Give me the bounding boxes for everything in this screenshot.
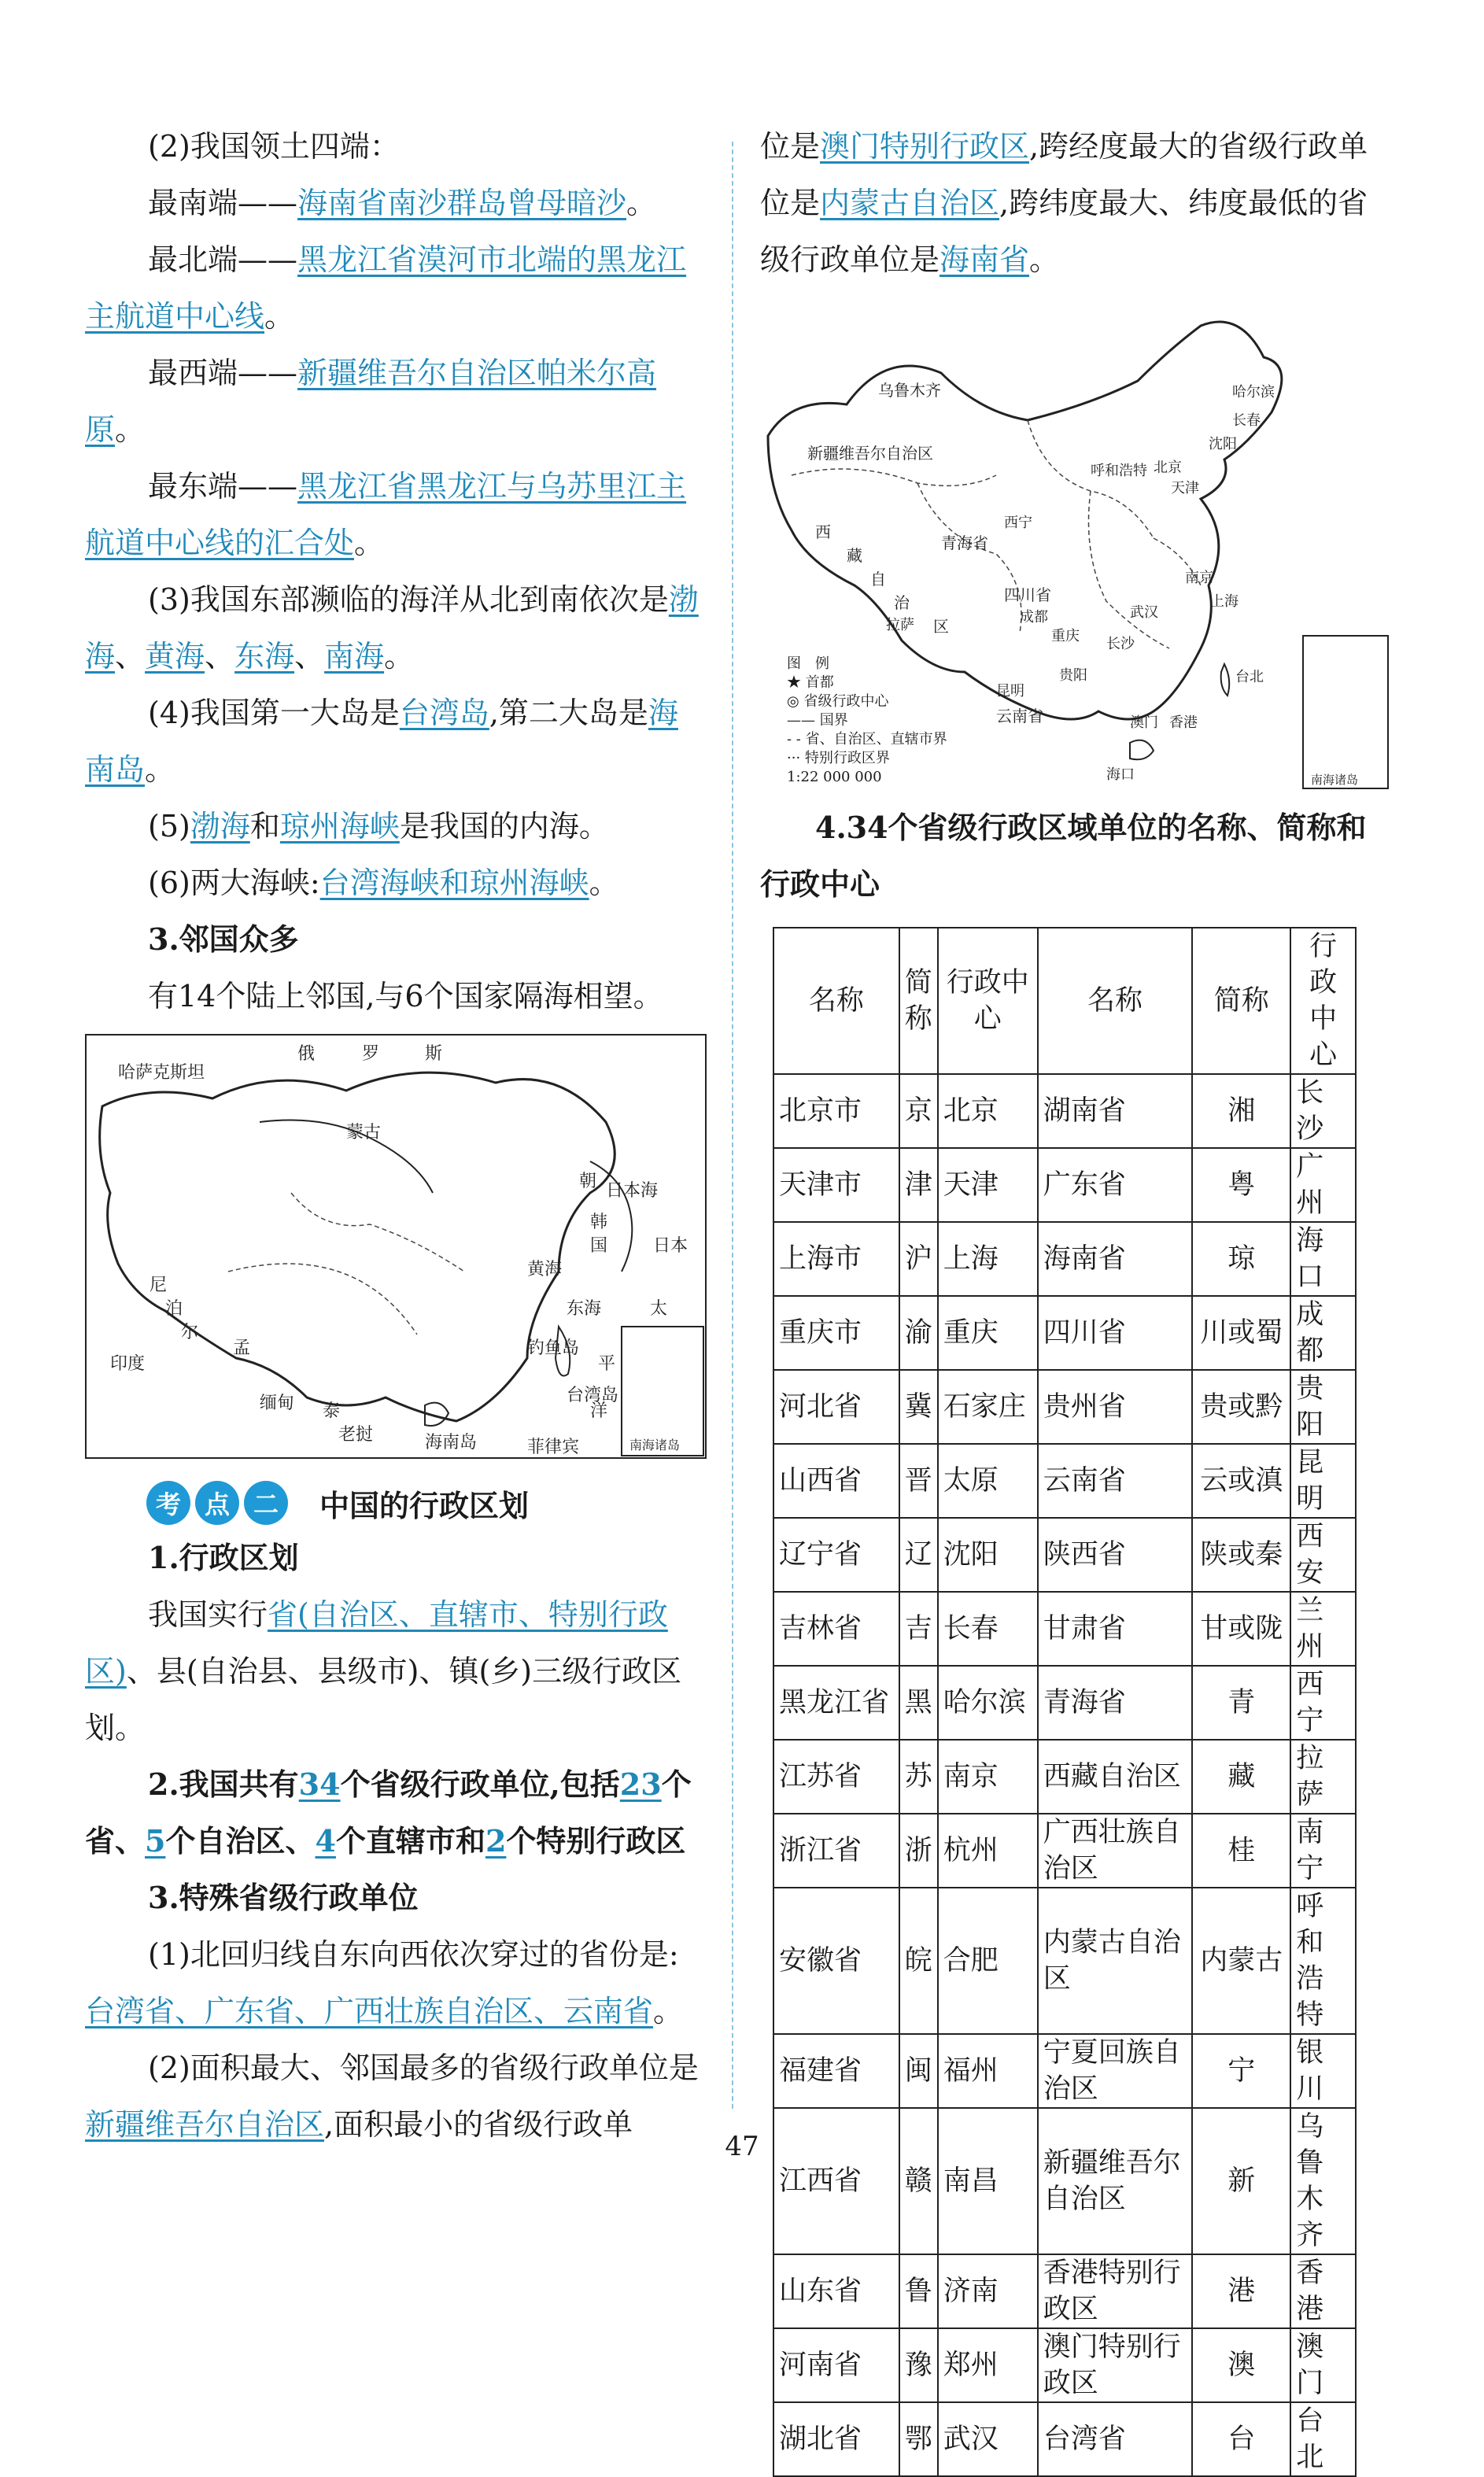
- answer-south: 海南省南沙群岛曾母暗沙: [297, 186, 627, 220]
- legend-title: 图 例: [787, 655, 829, 672]
- map2-label: 治: [894, 593, 910, 612]
- admin-levels-line: [85, 1586, 707, 1756]
- table-cell: 吉林省: [773, 1592, 899, 1666]
- table-row: [773, 2034, 1356, 2108]
- table-cell: 贵州省: [1038, 1370, 1192, 1444]
- line-dash-icon: - -: [787, 731, 801, 748]
- text: 2.我国共有: [148, 1766, 299, 1802]
- text: 个省、: [85, 1766, 692, 1859]
- kaodian-circle: 考: [146, 1481, 190, 1525]
- table-cell: 杭州: [938, 1814, 1038, 1888]
- table-cell: 苏: [899, 1740, 938, 1814]
- table-cell: 藏: [1192, 1740, 1290, 1814]
- westernmost-line: [85, 345, 707, 458]
- map2-label: 重庆: [1051, 628, 1080, 644]
- table-cell: 合肥: [938, 1888, 1038, 2034]
- map1-label: 南海诸岛: [629, 1438, 681, 1453]
- answer-tropic: 台湾省、广东省、广西壮族自治区、云南省: [85, 1994, 654, 2028]
- map1-label: 台湾岛: [567, 1386, 619, 1405]
- table-cell: 香港特别行政区: [1038, 2254, 1192, 2328]
- table-cell: 郑州: [938, 2328, 1038, 2402]
- table-cell: 黑龙江省: [773, 1666, 899, 1740]
- southernmost-line: [85, 175, 707, 231]
- inner-sea-line: [85, 798, 707, 855]
- right-column: [760, 118, 1390, 2477]
- answer-levels: 省(自治区、直辖市、特别行政区): [85, 1597, 668, 1689]
- table-cell: 四川省: [1038, 1296, 1192, 1370]
- table-cell: 豫: [899, 2328, 938, 2402]
- table-cell: 河北省: [773, 1370, 899, 1444]
- kaodian-title: 中国的行政区划: [319, 1487, 530, 1523]
- text: (3)我国东部濒临的海洋从北到南依次是: [148, 582, 669, 617]
- map2-label: 西: [815, 522, 831, 541]
- text: 和: [249, 809, 280, 844]
- map2-label: 海口: [1106, 766, 1135, 783]
- legend-text: 特别行政区界: [804, 750, 890, 766]
- province-table: [773, 927, 1357, 2477]
- punct: 。: [384, 639, 415, 674]
- map2-label: 北京: [1154, 460, 1182, 476]
- table-cell: 云或滇: [1192, 1444, 1290, 1518]
- table-cell: 京: [899, 1074, 938, 1148]
- text: (5): [148, 809, 190, 844]
- map2-label: 云南省: [996, 707, 1043, 725]
- map2-label: 四川省: [1004, 585, 1051, 604]
- map1-label: 黄海: [527, 1260, 563, 1279]
- table-cell: 乌鲁木齐: [1290, 2108, 1356, 2254]
- sea-donghai: 东海: [234, 639, 295, 674]
- map-scale: 1:22 000 000: [787, 769, 882, 785]
- table-cell: 台北: [1290, 2402, 1356, 2476]
- table-cell: 长春: [938, 1592, 1038, 1666]
- map2-label: 藏: [847, 546, 862, 565]
- kaodian-header: [146, 1481, 707, 1525]
- kaodian-circle: 点: [195, 1481, 239, 1525]
- table-cell: 内蒙古: [1192, 1888, 1290, 2034]
- table-cell: 上海市: [773, 1222, 899, 1296]
- punct: 。: [1029, 242, 1060, 277]
- legend-item: [787, 692, 947, 711]
- table-cell: 津: [899, 1148, 938, 1222]
- kaodian-circle: 二: [244, 1481, 288, 1525]
- table-cell: 渝: [899, 1296, 938, 1370]
- admin-heading: 1.行政区划: [148, 1540, 299, 1575]
- legend-item: [787, 730, 947, 749]
- map2-label: 武汉: [1130, 604, 1158, 621]
- special-heading: 3.特殊省级行政单位: [148, 1880, 419, 1915]
- table-cell: 银川: [1290, 2034, 1356, 2108]
- table-cell: 山东省: [773, 2254, 899, 2328]
- map2-label: 自: [870, 570, 886, 589]
- answer-largest: 新疆维吾尔自治区: [85, 2107, 325, 2142]
- punct: 、: [205, 639, 235, 674]
- map1-label: 孟: [233, 1338, 251, 1358]
- answer-island2: 海南岛: [85, 696, 678, 787]
- text: ,跨纬度最大、纬度最低的省级行政单位是: [760, 186, 1368, 277]
- text: 、县(自治县、县级市)、镇(乡)三级行政区划。: [85, 1654, 682, 1745]
- four-extremes-heading: (2)我国领土四端：: [148, 129, 400, 164]
- map1-label: 哈萨克斯坦: [118, 1063, 205, 1083]
- text: 个省级行政单位,包括: [340, 1766, 620, 1802]
- table-cell: 甘肃省: [1038, 1592, 1192, 1666]
- table-row: [773, 1888, 1356, 2034]
- table-cell: 宁: [1192, 2034, 1290, 2108]
- map2-label: 哈尔滨: [1232, 384, 1275, 401]
- map2-label: 台北: [1235, 669, 1264, 685]
- seas-line: [85, 571, 707, 685]
- table-cell: 武汉: [938, 2402, 1038, 2476]
- text: ,面积最小的省级行政单: [324, 2107, 633, 2142]
- answer-widest: 内蒙古自治区: [820, 186, 1000, 220]
- table-cell: 沈阳: [938, 1518, 1038, 1592]
- table-row: [773, 1666, 1356, 1740]
- label: 最北端——: [148, 242, 298, 277]
- answer-east: 黑龙江省黑龙江与乌苏里江主航道中心线的汇合处: [85, 469, 687, 560]
- label: 最西端——: [148, 356, 298, 390]
- table-cell: 广州: [1290, 1148, 1356, 1222]
- table-cell: 上海: [938, 1222, 1038, 1296]
- punct: 。: [626, 186, 657, 220]
- legend-text: 国界: [819, 712, 848, 729]
- table-cell: 台: [1192, 2402, 1290, 2476]
- legend-text: 首都: [805, 674, 834, 691]
- table-cell: 安徽省: [773, 1888, 899, 2034]
- map2-label: 天津: [1171, 480, 1199, 497]
- table-cell: 哈尔滨: [938, 1666, 1038, 1740]
- map1-label: 泊: [165, 1299, 183, 1319]
- map2-label: 贵阳: [1059, 667, 1087, 684]
- table-cell: 贵或黔: [1192, 1370, 1290, 1444]
- table-cell: 琼: [1192, 1222, 1290, 1296]
- table-cell: 江西省: [773, 2108, 899, 2254]
- table-cell: 福建省: [773, 2034, 899, 2108]
- table-cell: 甘或陇: [1192, 1592, 1290, 1666]
- line-dot-icon: ···: [787, 750, 801, 766]
- table-cell: 南京: [938, 1740, 1038, 1814]
- map2-label: 成都: [1020, 609, 1048, 626]
- text: 个直辖市和: [335, 1823, 485, 1859]
- map2-label: 西宁: [1004, 515, 1032, 531]
- star-icon: ★: [787, 674, 801, 691]
- table-cell: 冀: [899, 1370, 938, 1444]
- neighbors-text: 有14个陆上邻国,与6个国家隔海相望。: [148, 979, 663, 1013]
- table-cell: 香港: [1290, 2254, 1356, 2328]
- table-cell: 太原: [938, 1444, 1038, 1518]
- table-row: [773, 1444, 1356, 1518]
- map1-label: 罗: [362, 1044, 380, 1064]
- table-cell: 赣: [899, 2108, 938, 2254]
- map1-label: 斯: [425, 1044, 443, 1064]
- map2-label: 青海省: [941, 533, 988, 552]
- table-cell: 济南: [938, 2254, 1038, 2328]
- text: 位是: [760, 129, 821, 164]
- legend-text: 省、自治区、直辖市界: [805, 731, 947, 748]
- map2-label: 长沙: [1106, 636, 1135, 652]
- straits-line: [85, 855, 707, 911]
- table-cell: 浙: [899, 1814, 938, 1888]
- answer-municipalities: 4: [315, 1823, 336, 1859]
- table-cell: 川或蜀: [1192, 1296, 1290, 1370]
- map2-label: 拉萨: [886, 617, 914, 633]
- answer-island1: 台湾岛: [399, 696, 489, 730]
- map1-label: 朝: [579, 1172, 597, 1191]
- table-cell: 西安: [1290, 1518, 1356, 1592]
- punct: 、: [294, 639, 325, 674]
- table-body: [773, 1074, 1356, 2476]
- map1-label: 印度: [110, 1354, 146, 1374]
- map1-label: 俄: [297, 1044, 316, 1064]
- table-cell: 澳: [1192, 2328, 1290, 2402]
- col-header: 行政中心: [938, 928, 1038, 1074]
- sea-bohai: 渤海: [85, 582, 699, 674]
- map2-label: 昆明: [996, 683, 1024, 700]
- table-cell: 西藏自治区: [1038, 1740, 1192, 1814]
- punct: 。: [264, 299, 295, 334]
- legend-text: 省级行政中心: [803, 693, 889, 710]
- text: 是我国的内海。: [399, 809, 609, 844]
- table-cell: 吉: [899, 1592, 938, 1666]
- column-divider: [732, 142, 733, 2109]
- dot-icon: ◎: [787, 693, 799, 710]
- table-cell: 重庆市: [773, 1296, 899, 1370]
- table-cell: 闽: [899, 2034, 938, 2108]
- smallest-line: [760, 118, 1390, 288]
- table-cell: 新疆维吾尔自治区: [1038, 2108, 1192, 2254]
- table-cell: 北京市: [773, 1074, 899, 1148]
- table-cell: 江苏省: [773, 1740, 899, 1814]
- text: (4)我国第一大岛是: [148, 696, 400, 730]
- table-cell: 福州: [938, 2034, 1038, 2108]
- text: ,第二大岛是: [489, 696, 648, 730]
- table-cell: 鄂: [899, 2402, 938, 2476]
- table-cell: 拉萨: [1290, 1740, 1356, 1814]
- punct: 。: [145, 752, 175, 787]
- page-number: 47: [725, 2131, 759, 2162]
- map1-label: 日本: [653, 1236, 688, 1256]
- table-cell: 南宁: [1290, 1814, 1356, 1888]
- table-cell: 天津市: [773, 1148, 899, 1222]
- map2-label: 上海: [1210, 593, 1239, 610]
- map1-label: 泰: [323, 1401, 341, 1421]
- table-cell: 沪: [899, 1222, 938, 1296]
- table-cell: 湖南省: [1038, 1074, 1192, 1148]
- text: (2)面积最大、邻国最多的省级行政单位是: [148, 2051, 699, 2085]
- col-header: 简称: [1192, 928, 1290, 1074]
- text: 个自治区、: [165, 1823, 316, 1859]
- map2-label: 呼和浩特: [1091, 463, 1147, 479]
- line-solid-icon: ——: [787, 712, 815, 729]
- table-cell: 台湾省: [1038, 2402, 1192, 2476]
- sea-nanhai: 南海: [324, 639, 385, 674]
- table-cell: 宁夏回族自治区: [1038, 2034, 1192, 2108]
- table-cell: 海南省: [1038, 1222, 1192, 1296]
- answer-autonomous: 5: [145, 1823, 166, 1859]
- table-cell: 桂: [1192, 1814, 1290, 1888]
- islands-line: [85, 685, 707, 798]
- table-cell: 港: [1192, 2254, 1290, 2328]
- neighbors-map: [85, 1034, 707, 1459]
- table-cell: 澳门: [1290, 2328, 1356, 2402]
- map1-label: 平: [598, 1354, 616, 1374]
- table-row: [773, 1814, 1356, 1888]
- table-cell: 鲁: [899, 2254, 938, 2328]
- neighbors-heading: 3.邻国众多: [148, 921, 299, 957]
- punct: 、: [115, 639, 146, 674]
- table-cell: 石家庄: [938, 1370, 1038, 1444]
- table-cell: 兰州: [1290, 1592, 1356, 1666]
- answer-hainan: 海南省: [939, 242, 1030, 277]
- table-cell: 陕西省: [1038, 1518, 1192, 1592]
- table-cell: 青海省: [1038, 1666, 1192, 1740]
- table-cell: 湖北省: [773, 2402, 899, 2476]
- sea-huanghai: 黄海: [145, 639, 205, 674]
- answer-sar: 2: [485, 1823, 507, 1859]
- table-row: [773, 2108, 1356, 2254]
- answer-west: 新疆维吾尔自治区帕米尔高原: [85, 356, 657, 447]
- table-cell: 长沙: [1290, 1074, 1356, 1148]
- table-cell: 内蒙古自治区: [1038, 1888, 1192, 2034]
- text: 个特别行政区: [506, 1823, 686, 1859]
- map2-label: 区: [933, 617, 949, 636]
- map1-label: 太: [650, 1299, 668, 1319]
- map1-label: 东海: [567, 1299, 602, 1319]
- admin-map: [760, 302, 1390, 790]
- answer-smallest: 澳门特别行政区: [820, 129, 1030, 164]
- map1-label: 尼: [150, 1275, 168, 1295]
- table-row: [773, 1296, 1356, 1370]
- table-cell: 粤: [1192, 1148, 1290, 1222]
- table-cell: 湘: [1192, 1074, 1290, 1148]
- col-header: 名称: [1038, 928, 1192, 1074]
- table-row: [773, 1740, 1356, 1814]
- map2-legend: [787, 655, 947, 787]
- table-cell: 浙江省: [773, 1814, 899, 1888]
- map2-label: 乌鲁木齐: [878, 381, 941, 400]
- map1-label: 日本海: [606, 1181, 659, 1201]
- table-cell: 成都: [1290, 1296, 1356, 1370]
- table-cell: 青: [1192, 1666, 1290, 1740]
- text: 我国实行: [148, 1597, 268, 1632]
- map1-label: 国: [590, 1236, 608, 1256]
- map1-label: 菲律宾: [527, 1438, 580, 1457]
- table-cell: 辽宁省: [773, 1518, 899, 1592]
- table-cell: 晋: [899, 1444, 938, 1518]
- answer-straits: 台湾海峡和琼州海峡: [319, 866, 589, 900]
- map1-label: 老挝: [338, 1425, 374, 1445]
- table-cell: 黑: [899, 1666, 938, 1740]
- map2-label: 长春: [1232, 412, 1261, 429]
- map1-label: 尔: [181, 1323, 199, 1342]
- map1-label: 蒙古: [346, 1123, 382, 1143]
- answer-inner1: 渤海: [190, 809, 250, 844]
- table-cell: 呼和浩特: [1290, 1888, 1356, 2034]
- text: (1)北回归线自东向西依次穿过的省份是:: [148, 1937, 679, 1972]
- table-row: [773, 2328, 1356, 2402]
- col-header: 简称: [899, 928, 938, 1074]
- table-caption: 4.34个省级行政区域单位的名称、简称和行政中心: [760, 810, 1367, 902]
- table-cell: 云南省: [1038, 1444, 1192, 1518]
- punct: 。: [589, 866, 619, 900]
- admin-count-line: [85, 1756, 707, 1870]
- table-cell: 河南省: [773, 2328, 899, 2402]
- answer-inner2: 琼州海峡: [279, 809, 400, 844]
- col-header: 名称: [773, 928, 899, 1074]
- table-row: [773, 1592, 1356, 1666]
- map1-label: 韩: [590, 1213, 608, 1232]
- table-cell: 海口: [1290, 1222, 1356, 1296]
- legend-item: [787, 674, 947, 692]
- punct: 。: [115, 412, 146, 447]
- table-cell: 广西壮族自治区: [1038, 1814, 1192, 1888]
- punct: 。: [354, 526, 385, 560]
- table-header-row: [773, 928, 1356, 1074]
- map1-label: 洋: [590, 1401, 608, 1421]
- table-cell: 广东省: [1038, 1148, 1192, 1222]
- table-cell: 山西省: [773, 1444, 899, 1518]
- easternmost-line: [85, 458, 707, 571]
- table-cell: 澳门特别行政区: [1038, 2328, 1192, 2402]
- legend-item: [787, 711, 947, 730]
- northernmost-line: [85, 231, 707, 345]
- left-column: [85, 118, 707, 2153]
- map1-label: 钓鱼岛: [527, 1338, 580, 1358]
- table-cell: 陕或秦: [1192, 1518, 1290, 1592]
- table-cell: 南昌: [938, 2108, 1038, 2254]
- map2-label: 沈阳: [1209, 436, 1237, 452]
- table-cell: 天津: [938, 1148, 1038, 1222]
- table-row: [773, 1222, 1356, 1296]
- table-row: [773, 1370, 1356, 1444]
- map2-label: 澳门: [1130, 714, 1158, 731]
- map1-label: 海南岛: [425, 1433, 478, 1453]
- table-cell: 辽: [899, 1518, 938, 1592]
- table-row: [773, 1518, 1356, 1592]
- table-cell: 昆明: [1290, 1444, 1356, 1518]
- map2-label: 南京: [1185, 570, 1213, 586]
- text: (6)两大海峡:: [148, 866, 320, 900]
- table-cell: 皖: [899, 1888, 938, 2034]
- col-header: 行政中心: [1290, 928, 1356, 1074]
- map2-label: 香港: [1169, 714, 1198, 731]
- tropic-line: [85, 1926, 707, 2040]
- table-cell: 北京: [938, 1074, 1038, 1148]
- answer-total: 34: [298, 1766, 341, 1802]
- table-row: [773, 2254, 1356, 2328]
- table-row: [773, 1148, 1356, 1222]
- text: ,跨经度最大的省级行政单位是: [760, 129, 1368, 220]
- legend-item: [787, 749, 947, 768]
- table-row: [773, 2402, 1356, 2476]
- answer-north: 黑龙江省漠河市北端的黑龙江主航道中心线: [85, 242, 687, 334]
- label: 最东端——: [148, 469, 298, 504]
- table-cell: 西宁: [1290, 1666, 1356, 1740]
- table-cell: 新: [1192, 2108, 1290, 2254]
- map1-label: 缅甸: [260, 1394, 295, 1413]
- table-cell: 重庆: [938, 1296, 1038, 1370]
- label: 最南端——: [148, 186, 298, 220]
- map2-label: 南海诸岛: [1311, 773, 1359, 787]
- map2-label: 新疆维吾尔自治区: [807, 444, 933, 463]
- punct: 。: [653, 1994, 684, 2028]
- table-cell: 贵阳: [1290, 1370, 1356, 1444]
- table-row: [773, 1074, 1356, 1148]
- answer-provinces: 23: [619, 1766, 662, 1802]
